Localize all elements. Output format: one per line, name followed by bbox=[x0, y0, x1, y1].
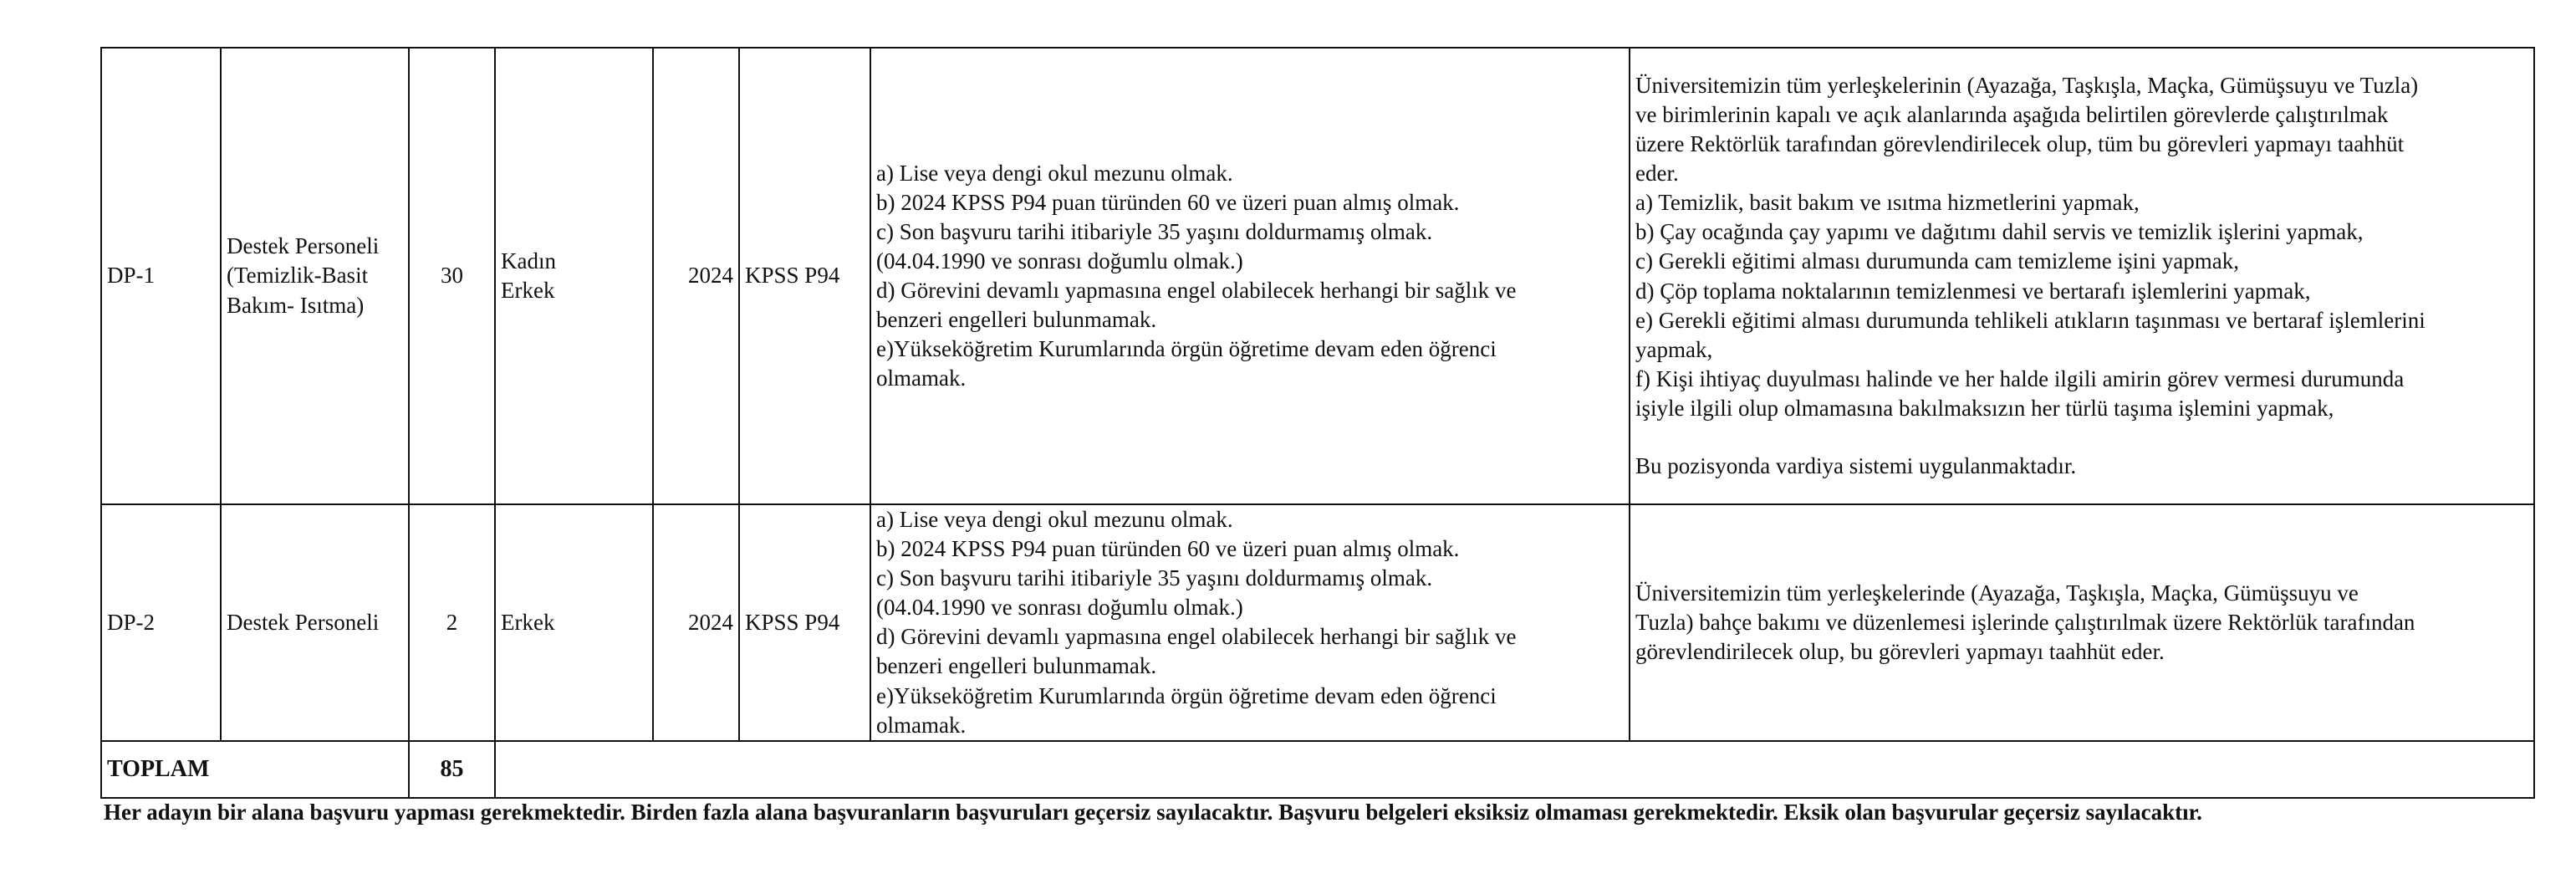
position-title-line: (Temizlik-Basit bbox=[227, 263, 369, 289]
total-label-cell: TOPLAM bbox=[101, 741, 409, 798]
duty-line: f) Kişi ihtiyaç duyulması halinde ve her halde ilgili amirin görev vermesi durumunda bbox=[1635, 365, 2405, 391]
requirement-line: (04.04.1990 ve sonrası doğumlu olmak.) bbox=[876, 248, 1243, 273]
position-count-cell: 2 bbox=[409, 504, 495, 741]
table-row bbox=[101, 48, 2534, 504]
position-title-line: Destek Personeli bbox=[227, 233, 380, 259]
duty-line: Bu pozisyonda vardiya sistemi uygulanmaktadır. bbox=[1635, 453, 2077, 479]
exam-type-cell: KPSS P94 bbox=[739, 504, 870, 741]
requirement-line: d) Görevini devamlı yapmasına engel olabilecek herhangi bir sağlık ve bbox=[876, 278, 1517, 303]
duty-line: a) Temizlik, basit bakım ve ısıtma hizmetlerini yapmak, bbox=[1635, 190, 2140, 216]
positions-table bbox=[100, 47, 2535, 799]
duty-line: Üniversitemizin tüm yerleşkelerinin (Ayazağa, Taşkışla, Maçka, Gümüşsuyu ve Tuzla) bbox=[1635, 72, 2419, 98]
requirement-line: e)Yükseköğretim Kurumlarında örgün öğretime devam eden öğrenci bbox=[876, 682, 1497, 708]
requirement-line: c) Son başvuru tarihi itibariyle 35 yaşını doldurmamış olmak. bbox=[876, 565, 1433, 591]
duty-line: c) Gerekli eğitimi alması durumunda cam temizleme işini yapmak, bbox=[1635, 248, 2240, 274]
duty-line: üzere Rektörlük tarafından görevlendirilecek olup, tüm bu görevleri yapmayı taahhüt bbox=[1635, 131, 2405, 157]
duty-line: eder. bbox=[1635, 161, 1679, 187]
exam-type-cell: KPSS P94 bbox=[739, 48, 870, 504]
duty-line: işiyle ilgili olup olmamasına bakılmaksızın her türlü taşıma işlemini yapmak, bbox=[1635, 395, 2334, 421]
duty-line: Tuzla) bahçe bakımı ve düzenlemesi işlerinde çalıştırılmak üzere Rektörlük tarafından bbox=[1635, 609, 2415, 635]
position-title-line: Bakım- Isıtma) bbox=[227, 292, 365, 318]
requirement-line: (04.04.1990 ve sonrası doğumlu olmak.) bbox=[876, 595, 1243, 621]
duties-cell bbox=[1630, 504, 2534, 741]
exam-year-cell: 2024 bbox=[653, 48, 739, 504]
gender-line: Erkek bbox=[501, 278, 555, 303]
gender-line: Erkek bbox=[501, 609, 555, 635]
requirements-cell bbox=[870, 48, 1630, 504]
position-title-cell bbox=[221, 48, 409, 504]
total-row bbox=[101, 741, 2534, 798]
duties-cell bbox=[1630, 48, 2534, 504]
duty-line: b) Çay ocağında çay yapımı ve dağıtımı dahil servis ve temizlik işlerini yapmak, bbox=[1635, 219, 2364, 245]
requirement-line: d) Görevini devamlı yapmasına engel olabilecek herhangi bir sağlık ve bbox=[876, 624, 1517, 650]
requirement-line: olmamak. bbox=[876, 365, 967, 391]
duty-line: ve birimlerinin kapalı ve açık alanlarında aşağıda belirtilen görevlerde çalıştırılmak bbox=[1635, 101, 2389, 127]
table-row bbox=[101, 504, 2534, 741]
duty-line: d) Çöp toplama noktalarının temizlenmesi ve bertarafı işlemlerini yapmak, bbox=[1635, 278, 2311, 304]
gender-cell bbox=[495, 48, 653, 504]
position-title-line: Destek Personeli bbox=[227, 609, 380, 635]
duty-line: görevlendirilecek olup, bu görevleri yapmayı taahhüt eder. bbox=[1635, 638, 2165, 664]
position-code-cell: DP-2 bbox=[101, 504, 221, 741]
total-value-cell: 85 bbox=[409, 741, 495, 798]
footnote-text: Her adayın bir alana başvuru yapması gerekmektedir. Birden fazla alana başvuranların başvuruları geçersiz sayılacaktır. Başvuru belgeleri eksiksiz olmaması gerekmektedir. Eksik olan başvurular geçersiz sayılacaktır. bbox=[104, 800, 2202, 825]
requirement-line: benzeri engelleri bulunmamak. bbox=[876, 653, 1157, 679]
duty-line: Üniversitemizin tüm yerleşkelerinde (Ayazağa, Taşkışla, Maçka, Gümüşsuyu ve bbox=[1635, 580, 2359, 606]
requirement-line: b) 2024 KPSS P94 puan türünden 60 ve üzeri puan almış olmak. bbox=[876, 189, 1460, 215]
requirements-cell bbox=[870, 504, 1630, 741]
requirement-line: e)Yükseköğretim Kurumlarında örgün öğretime devam eden öğrenci bbox=[876, 336, 1497, 362]
blank-line bbox=[1635, 423, 2528, 452]
requirement-line: a) Lise veya dengi okul mezunu olmak. bbox=[876, 160, 1233, 186]
position-code-cell: DP-1 bbox=[101, 48, 221, 504]
exam-year-cell: 2024 bbox=[653, 504, 739, 741]
duty-line: yapmak, bbox=[1635, 336, 1713, 362]
total-empty-cell bbox=[495, 741, 2534, 798]
position-count-cell: 30 bbox=[409, 48, 495, 504]
requirement-line: c) Son başvuru tarihi itibariyle 35 yaşını doldurmamış olmak. bbox=[876, 218, 1433, 244]
requirement-line: b) 2024 KPSS P94 puan türünden 60 ve üzeri puan almış olmak. bbox=[876, 536, 1460, 562]
gender-cell bbox=[495, 504, 653, 741]
requirement-line: benzeri engelleri bulunmamak. bbox=[876, 307, 1157, 333]
gender-line: Kadın bbox=[501, 248, 556, 273]
requirement-line: olmamak. bbox=[876, 712, 967, 738]
requirement-line: a) Lise veya dengi okul mezunu olmak. bbox=[876, 507, 1233, 532]
position-title-cell bbox=[221, 504, 409, 741]
duty-line: e) Gerekli eğitimi alması durumunda tehlikeli atıkların taşınması ve bertaraf işlemlerini bbox=[1635, 307, 2426, 333]
